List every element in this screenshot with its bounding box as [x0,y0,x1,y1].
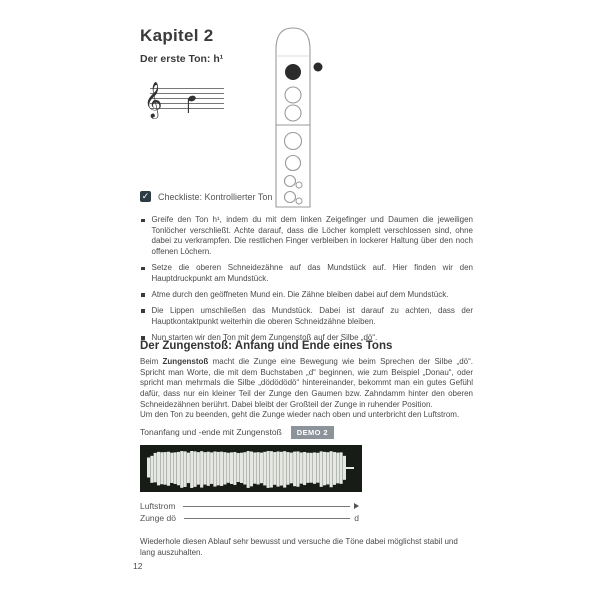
paragraph-line2: Um den Ton zu beenden, geht die Zunge wieder nach oben und unterbricht den Luftstrom. [140,410,460,420]
airflow-label-row [140,500,359,512]
airflow-label: Luftstrom [140,501,176,511]
hole-3-open [285,105,301,121]
section-title: Der Zungenstoß: Anfang und Ende eines Tons [140,340,393,352]
chapter-title: Kapitel 2 [140,26,214,45]
waveform-image [140,445,362,492]
arrow-right-icon [354,503,359,509]
list-item-text: Greife den Ton h¹, indem du mit dem linken Zeigefinger und Daumen die jeweiligen Tonlöcher verschließt. Achte darauf, dass die Löcher komplett verschlossen sind, ohne dabei zu verkrampfen. Die restlichen Finger verbleiben in lockerer Haltung über den noch offenen Löchern. [151,215,473,256]
airflow-arrow-line [183,506,350,507]
list-item [140,215,473,258]
list-item [140,263,473,284]
list-item-text: Die Lippen umschließen das Mundstück. Dabei ist darauf zu achten, dass der Hauptkontaktpunkt weiterhin die oberen Schneidzähne bleiben. [151,305,473,326]
checklist-row [140,191,272,202]
bullet-icon [141,293,145,297]
list-item-text: Atme durch den geöffneten Mund ein. Die Zähne bleiben dabei auf dem Mundstück. [151,289,449,299]
list-item-text: Setze die oberen Schneidezähne auf das Mundstück auf. Hier finden wir den Hauptdruckpunkt am Mundstück. [151,263,473,283]
demo-caption: Tonanfang und -ende mit Zungenstoß [140,427,282,438]
list-item [140,306,473,327]
list-item-text: Nun starten wir den Ton mit dem Zungenstoß auf der Silbe „dö“. [151,332,378,342]
bullet-icon [141,219,145,223]
treble-clef-icon: 𝄞 [144,82,163,118]
page-number: 12 [133,561,143,571]
paragraph-bold-term: Zungenstoß [162,357,209,366]
hole-4-open [285,133,302,150]
list-item [140,290,473,301]
hole-2-open [285,87,301,103]
page-subtitle: Der erste Ton: h¹ [140,53,224,65]
bullet-icon [141,267,145,271]
recorder-fingering-diagram [268,26,340,214]
tongue-label: Zunge dö [140,513,176,523]
hole-5-open [286,156,301,171]
demo-caption-row [140,426,334,439]
demo-badge: DEMO 2 [291,426,334,439]
paragraph-text: Beim [140,357,163,366]
hole-1-closed [285,64,301,80]
bullet-icon [141,309,145,313]
waveform-labels [140,500,359,524]
instruction-list [140,215,473,349]
closing-paragraph: Wiederhole diesen Ablauf sehr bewusst und versuche die Töne dabei möglichst stabil und lang auszuhalten. [140,537,458,557]
thumb-hole-closed [314,63,323,72]
paragraph-main [140,357,473,410]
paragraph-text: macht die Zunge eine Bewegung wie beim Sprechen der Silbe „dö“. Spricht man Worte, die mit dem Buchstaben „d“ beginnen, wie zum Beispiel „Donau“, oder spricht man mehrmals die Silbe „dödödödö“ hintereinander, bekommt man ein gutes Gefühl dafür, dass nur ein kleiner Teil der Zunge den Gaumen bzw. Zahndamm hinter den oberen Schneidezähnen berührt. Dabei bleibt der Großteil der Zunge in ruhender Position. [140,357,474,409]
checklist-label: Checkliste: Kontrollierter Ton [158,191,273,202]
section-paragraph [140,357,473,421]
tongue-label-row [140,512,359,524]
music-staff-notation [134,78,234,128]
tongue-line [184,518,350,519]
tongue-end-marker: d [354,513,359,523]
checked-checkbox-icon: ✓ [141,191,150,201]
